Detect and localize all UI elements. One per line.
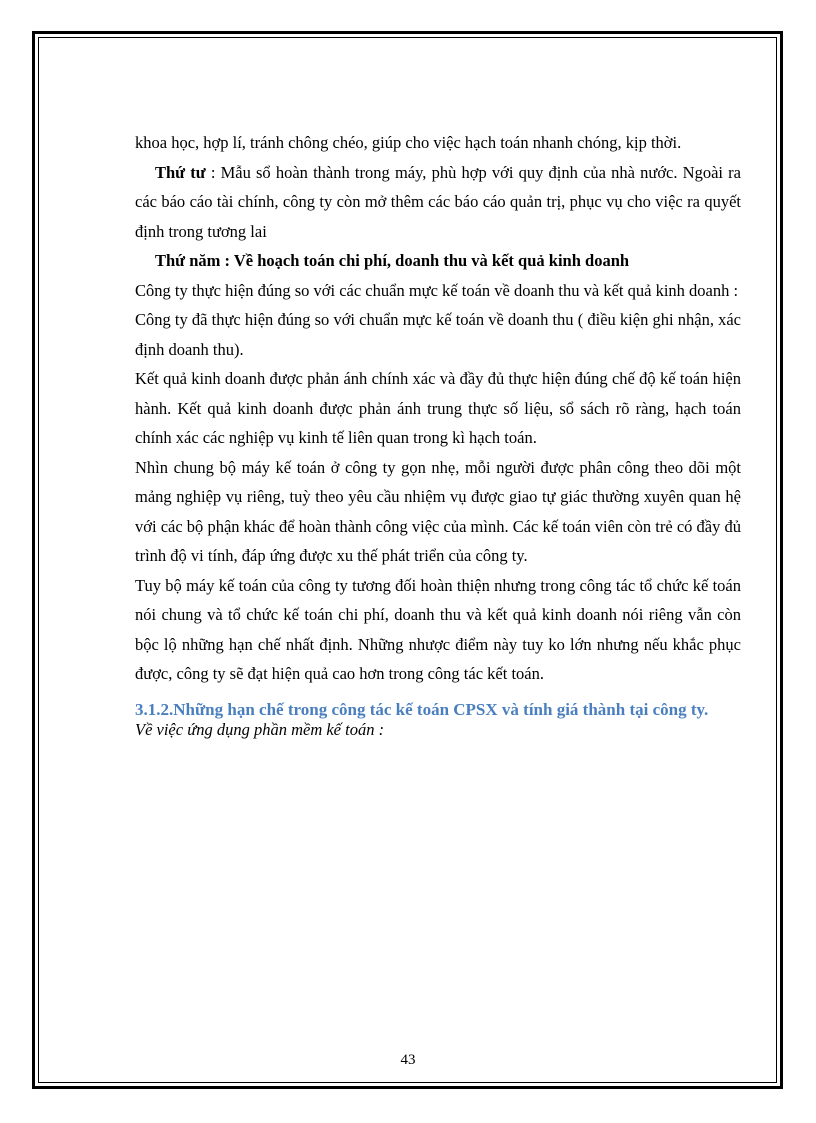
page-number: 43 (400, 1052, 416, 1068)
paragraph-2-text: : Mẫu sổ hoàn thành trong máy, phù hợp với quy định của nhà nước. Ngoài ra các báo cáo tài chính, công ty còn mở thêm các báo cáo quản trị, phục vụ cho việc ra quyết định trong tương lai (135, 162, 741, 241)
paragraph-6: Kết quả kinh doanh được phản ánh chính xác và đầy đủ thực hiện đúng chế độ kế toán hiện hành. Kết quả kinh doanh được phản ánh trung thực số liệu, sổ sách rõ ràng, hạch toán chính xác các nghiệp vụ kinh tế liên quan trong kì hạch toán. (135, 369, 741, 447)
paragraph-8: Tuy bộ máy kế toán của công ty tương đối hoàn thiện nhưng trong công tác tổ chức kế toán nói chung và tổ chức kế toán chi phí, doanh thu và kết quả kinh doanh nói riêng vẫn còn bộc lộ những hạn chế nhất định. Những nhược điểm này tuy ko lớn nhưng nếu khắc phục được, công ty sẽ đạt hiện quả cao hơn trong công tác kết toán. (135, 575, 741, 683)
paragraph-2-lead: Thứ tư (155, 162, 206, 182)
paragraph-7: Nhìn chung bộ máy kế toán ở công ty gọn nhẹ, mỗi người được phân công theo dõi một mảng nghiệp vụ riêng, tuỳ theo yêu cầu nhiệm vụ được giao tự giác thường xuyên quan hệ với các bộ phận khác để hoàn thành công việc của mình. Các kế toán viên còn trẻ có đầy đủ trình độ vi tính, đáp ứng được xu thế phát triển của công ty. (135, 457, 741, 565)
paragraph-2 (135, 158, 741, 247)
paragraph-3-bold-heading: Thứ năm : Về hoạch toán chi phí, doanh thu và kết quả kinh doanh (155, 251, 630, 270)
paragraph-1: khoa học, hợp lí, tránh chông chéo, giúp cho việc hạch toán nhanh chóng, kịp thời. (135, 133, 682, 152)
document-body (135, 128, 741, 740)
paragraph-4: Công ty thực hiện đúng so với các chuẩn mực kế toán về doanh thu và kết quả kinh doanh : (135, 280, 739, 300)
section-subheading: Về việc ứng dụng phần mềm kế toán : (135, 719, 385, 739)
section-heading: 3.1.2.Những hạn chế trong công tác kế toán CPSX và tính giá thành tại công ty. (135, 699, 709, 719)
paragraph-5: Công ty đã thực hiện đúng so với chuẩn mực kế toán về doanh thu ( điều kiện ghi nhận, xác định doanh thu). (135, 310, 741, 359)
